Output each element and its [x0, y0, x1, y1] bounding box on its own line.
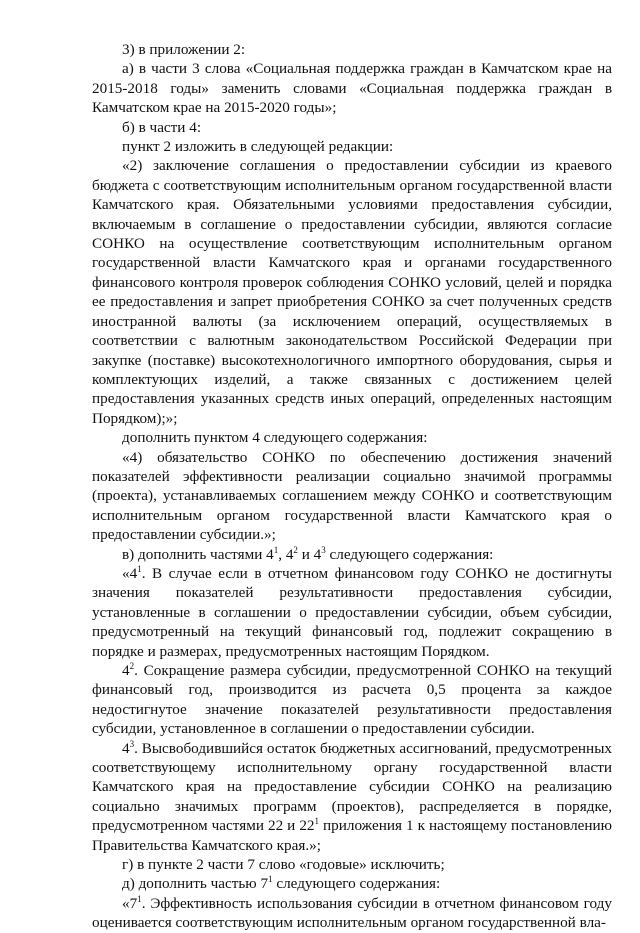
paragraph-item-3: 3) в приложении 2:	[122, 41, 246, 58]
paragraph-sub-g: г) в пункте 2 части 7 слово «годовые» исключить;	[122, 856, 445, 874]
text-fragment: приложения 1 к настоящему постановлению Правительства Камчатского края.»;	[92, 817, 612, 854]
paragraph-part-4-3	[92, 739, 612, 855]
superscript: 1	[137, 893, 142, 904]
paragraph-part-4-1	[92, 564, 612, 661]
text-fragment: 4	[122, 739, 130, 757]
paragraph-part-7-1	[92, 894, 612, 933]
paragraph-part-4-2	[92, 661, 612, 739]
text-fragment: «4	[122, 564, 138, 582]
paragraph-sub-d	[92, 874, 612, 893]
superscript: 1	[314, 816, 320, 827]
superscript: 1	[137, 563, 142, 574]
superscript: 2	[293, 544, 298, 555]
text-fragment: . В случае если в отчетном финансовом году СОНКО не достигнуты значения показателей результативности предоставления субсидии, установленные в соглашении о предоставлении субсидии, объем субсидии, предусмотренный на текущий финансовый год, подлежит сокращению в порядке и размерах, предусмотренных настоящим Порядком.	[92, 564, 612, 660]
superscript: 3	[129, 738, 135, 749]
text-fragment: 4	[122, 662, 130, 679]
text-fragment: , 4	[278, 545, 294, 563]
text-fragment: «7	[122, 894, 138, 912]
document-page	[92, 40, 612, 933]
text-fragment: следующего содержания:	[325, 545, 494, 563]
paragraph-point-2-text: «2) заключение соглашения о предоставлении субсидии из краевого бюджета с соответствующим исполнительным органом государственной власти Камчатского края. Обязательными условиями предоставления субсидии, включаемым в соглашение о предоставлении субсидии, являются согласие СОНКО на осуществление соответствующим исполнительным органом государственной власти Камчатского края и органами государственного финансового контроля проверок соблюдения СОНКО условий, целей и порядка ее предоставления и запрет приобретения СОНКО за счет полученных средств иностранной валюты (за исключением операций, осуществляемых в соответствии с валютным законодательством Российской Федерации при закупке (поставке) высокотехнологичного импортного оборудования, сырья и комплектующих изделий, а также связанных с достижением целей предоставления указанных средств иных операций, определенных настоящим Порядком);»;	[92, 157, 612, 427]
paragraph-sub-a: а) в части 3 слова «Социальная поддержка граждан в Камчатском крае на 2015-2018 годы» заменить словами «Социальная поддержка граждан в Камчатском крае на 2015-2020 годы»;	[92, 60, 612, 117]
text-fragment: . Сокращение размера субсидии, предусмотренной СОНКО на текущий финансовый год, производится из расчета 0,5 процента за каждое недостигнутое значение показателей результативности предоставления субсидии, установленное в соглашении о предоставлении субсидии.	[92, 662, 612, 738]
paragraph-point-4-intro: дополнить пунктом 4 следующего содержания:	[122, 429, 428, 447]
text-fragment: и 4	[297, 545, 322, 563]
paragraph-point-4-text: «4) обязательство СОНКО по обеспечению достижения значений показателей эффективности реализации социально значимой программы (проекта), устанавливаемых соглашением между СОНКО и соответствующим исполнительным органом государственной власти Камчатского края о предоставлении субсидии.»;	[92, 448, 612, 544]
paragraph-sub-v	[92, 545, 612, 564]
text-fragment: в) дополнить частями 4	[122, 545, 274, 563]
superscript: 1	[268, 874, 273, 885]
text-fragment: . Высвободившийся остаток бюджетных ассигнований, предусмотренных соответствующему исполнительному органу государственной власти Камчатского края на предоставление субсидии СОНКО на реализацию социально значимых программ (проектов), распределяется в порядке, предусмотренном частями 22 и 22	[92, 739, 612, 835]
paragraph-sub-b: б) в части 4:	[122, 118, 202, 136]
text-fragment: . Эффективность использования субсидии в отчетном финансовом году оценивается соответствующим исполнительным органом государственной вла-	[92, 894, 612, 932]
text-fragment: д) дополнить частью 7	[122, 875, 269, 893]
superscript: 3	[321, 544, 326, 555]
text-fragment: следующего содержания:	[272, 875, 441, 893]
superscript: 1	[273, 544, 279, 555]
superscript: 2	[129, 660, 135, 671]
paragraph-point-2-intro: пункт 2 изложить в следующей редакции:	[122, 138, 394, 156]
